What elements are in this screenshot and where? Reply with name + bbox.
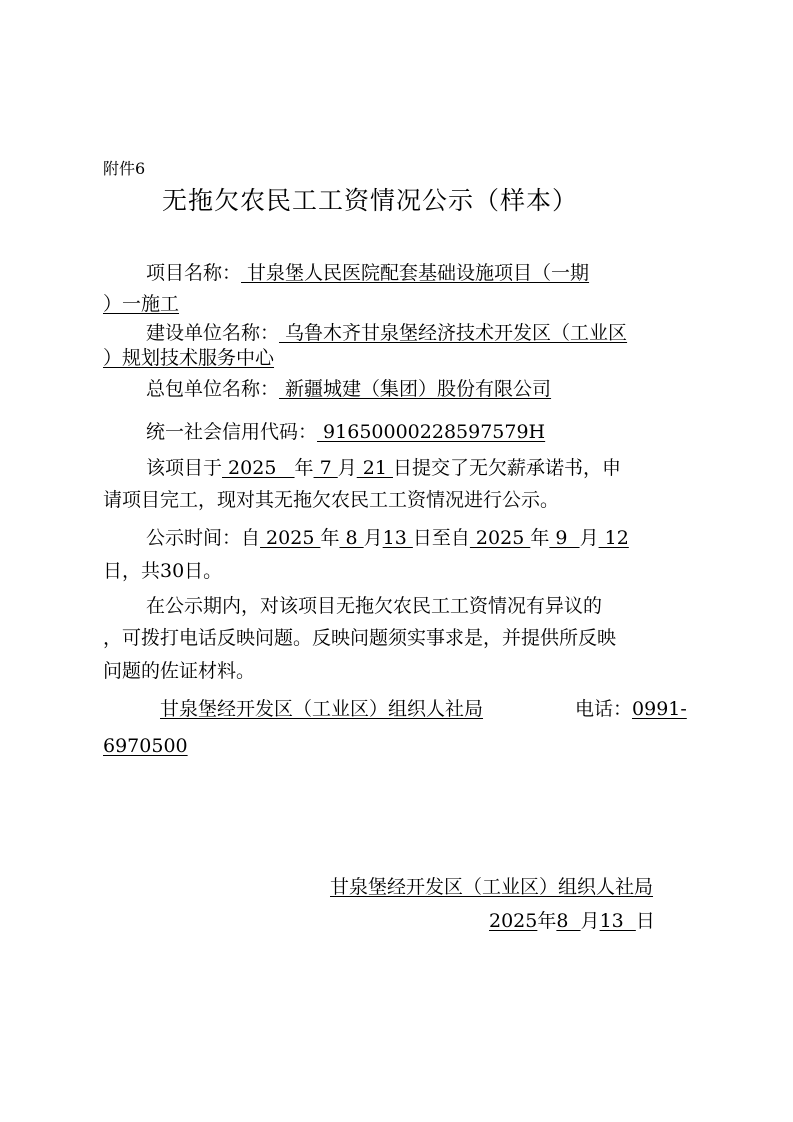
phone-label: 电话：: [575, 698, 633, 720]
builder-line-1: [146, 322, 627, 344]
signature-year: 2025: [489, 910, 538, 932]
signature-text: 日: [635, 910, 655, 932]
period-start-day: 13: [382, 527, 413, 549]
signature-day: 13: [599, 910, 636, 932]
period-text: 月: [363, 527, 383, 549]
period-end-day: 12: [598, 527, 629, 549]
contact-phone-line-1: [575, 698, 687, 720]
period-text: 月: [579, 527, 599, 549]
submit-month: 7: [313, 457, 338, 479]
period-text: 年: [530, 527, 550, 549]
period-text: 年: [320, 527, 340, 549]
period-end-year: 2025: [469, 527, 531, 549]
builder-value-continued: ）规划技术服务中心: [103, 347, 275, 369]
period-start-month: 8: [339, 527, 364, 549]
phone-number-part-2: 6970500: [103, 735, 188, 757]
submit-line-2: 请项目完工，现对其无拖欠农民工工资情况进行公示。: [103, 489, 560, 511]
objection-line-2: ，可拨打电话反映问题。反映问题须实事求是，并提供所反映: [103, 627, 617, 649]
submit-text: 日提交了无欠薪承诺书，申: [393, 457, 622, 479]
project-label: 项目名称：: [146, 262, 242, 284]
credit-code-value: 91650000228597579H: [317, 421, 546, 443]
contractor-value: 新疆城建（集团）股份有限公司: [279, 378, 552, 400]
page-title: 无拖欠农民工工资情况公示（样本）: [162, 186, 579, 215]
period-text: 公示时间：自: [146, 527, 261, 549]
objection-line-1: 在公示期内，对该项目无拖欠农民工工资情况有异议的: [146, 595, 603, 617]
submit-text: 月: [337, 457, 357, 479]
contact-office: 甘泉堡经开发区（工业区）组织人社局: [160, 698, 484, 720]
builder-value: 乌鲁木齐甘泉堡经济技术开发区（工业区: [279, 322, 628, 344]
builder-label: 建设单位名称：: [146, 322, 280, 344]
period-end-month: 9: [549, 527, 580, 549]
signature-text: 年: [537, 910, 557, 932]
submit-day: 21: [356, 457, 393, 479]
period-line-2: 日，共30日。: [103, 560, 223, 582]
period-start-year: 2025: [260, 527, 321, 549]
phone-number-part-1: 0991-: [632, 698, 687, 720]
submit-text: 该项目于: [146, 457, 223, 479]
submit-text: 年: [294, 457, 314, 479]
period-line-1: [146, 527, 629, 549]
contractor-label: 总包单位名称：: [146, 378, 280, 400]
credit-code-line: [146, 421, 545, 443]
project-value-continued: ）一施工: [103, 293, 180, 315]
project-line-1: [146, 262, 589, 284]
signature-text: 月: [580, 910, 600, 932]
period-text: 日至自: [412, 527, 470, 549]
project-value: 甘泉堡人民医院配套基础设施项目（一期: [241, 262, 590, 284]
submit-line-1: [146, 457, 621, 479]
attachment-label: 附件6: [103, 159, 146, 178]
signature-office: 甘泉堡经开发区（工业区）组织人社局: [330, 876, 654, 898]
signature-date: [489, 910, 655, 932]
objection-line-3: 问题的佐证材料。: [103, 660, 256, 682]
signature-month: 8: [556, 910, 581, 932]
submit-year: 2025: [222, 457, 295, 479]
contractor-line: [146, 378, 551, 400]
credit-code-label: 统一社会信用代码：: [146, 421, 318, 443]
